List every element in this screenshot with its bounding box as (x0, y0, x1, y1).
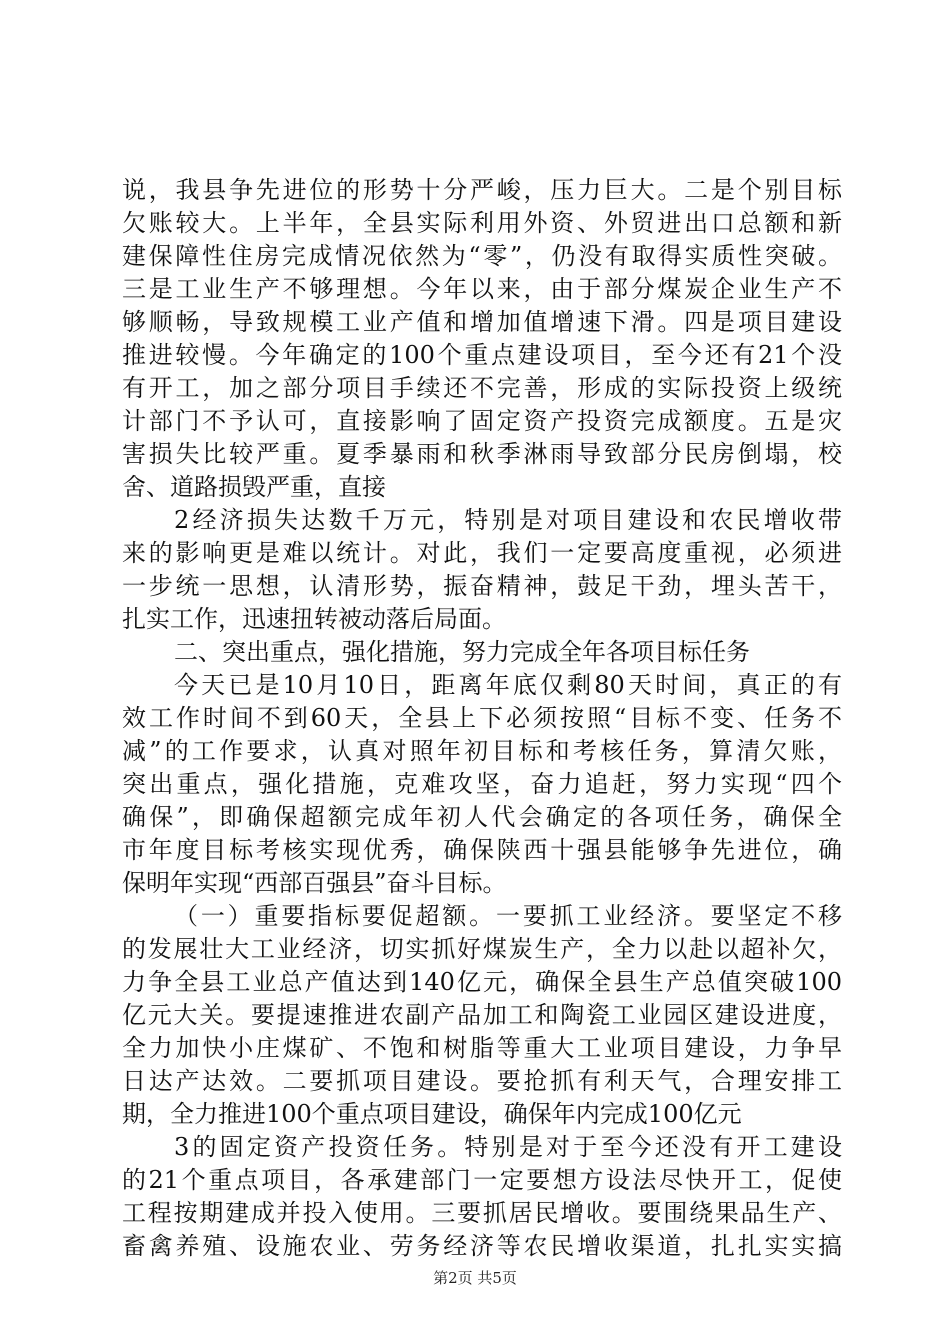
text-line: 建保障性住房完成情况依然为“零”，仍没有取得实质性突破。 (122, 242, 842, 270)
text-line: 力争全县工业总产值达到140亿元，确保全县生产总值突破100 (122, 968, 842, 996)
text-line: 期，全力推进100个重点项目建设，确保年内完成100亿元 (122, 1100, 742, 1128)
text-line: 效工作时间不到60天，全县上下必须按照“目标不变、任务不 (122, 704, 842, 732)
text-line: 减”的工作要求，认真对照年初目标和考核任务，算清欠账， (122, 737, 842, 765)
text-line: 工程按期建成并投入使用。三要抓居民增收。要围绕果品生产、 (122, 1199, 842, 1227)
text-line: 市年度目标考核实现优秀，确保陕西十强县能够争先进位，确 (122, 836, 842, 864)
text-line: 的21个重点项目，各承建部门一定要想方设法尽快开工，促使 (122, 1166, 842, 1194)
text-line: 扎实工作，迅速扭转被动落后局面。 (122, 605, 506, 633)
text-line: 突出重点，强化措施，克难攻坚，奋力追赶，努力实现“四个 (122, 770, 842, 798)
text-line: 亿元大关。要提速推进农副产品加工和陶瓷工业园区建设进度， (122, 1001, 842, 1029)
text-line: 推进较慢。今年确定的100个重点建设项目，至今还有21个没 (122, 341, 842, 369)
text-line: 有开工，加之部分项目手续还不完善，形成的实际投资上级统 (122, 374, 842, 402)
text-line: 欠账较大。上半年，全县实际利用外资、外贸进出口总额和新 (122, 209, 842, 237)
text-line: 保明年实现“西部百强县”奋斗目标。 (122, 869, 507, 897)
text-line: （一）重要指标要促超额。一要抓工业经济。要坚定不移 (174, 902, 842, 930)
text-line: 来的影响更是难以统计。对此，我们一定要高度重视，必须进 (122, 539, 842, 567)
text-line: 一步统一思想，认清形势，振奋精神，鼓足干劲，埋头苦干， (122, 572, 842, 600)
text-line: 够顺畅，导致规模工业产值和增加值增速下滑。四是项目建设 (122, 308, 842, 336)
text-line: 说，我县争先进位的形势十分严峻，压力巨大。二是个别目标 (122, 176, 842, 204)
text-line: 日达产达效。二要抓项目建设。要抢抓有利天气，合理安排工 (122, 1067, 842, 1095)
text-line: 今天已是10月10日，距离年底仅剩80天时间，真正的有 (174, 671, 842, 699)
text-line: 二、突出重点，强化措施，努力完成全年各项目标任务 (174, 638, 750, 666)
text-line: 害损失比较严重。夏季暴雨和秋季淋雨导致部分民房倒塌，校 (122, 440, 842, 468)
text-line: 三是工业生产不够理想。今年以来，由于部分煤炭企业生产不 (122, 275, 842, 303)
document-body (122, 174, 842, 1263)
text-line: 的发展壮大工业经济，切实抓好煤炭生产，全力以赴以超补欠， (122, 935, 842, 963)
text-line: 畜禽养殖、设施农业、劳务经济等农民增收渠道，扎扎实实搞 (122, 1232, 842, 1260)
text-line: 3的固定资产投资任务。特别是对于至今还没有开工建设 (174, 1133, 842, 1161)
text-line: 计部门不予认可，直接影响了固定资产投资完成额度。五是灾 (122, 407, 842, 435)
text-line: 确保”，即确保超额完成年初人代会确定的各项任务，确保全 (122, 803, 842, 831)
text-line: 舍、道路损毁严重，直接 (122, 473, 386, 501)
page-footer: 第2页 共5页 (433, 1269, 517, 1287)
text-line: 全力加快小庄煤矿、不饱和树脂等重大工业项目建设，力争早 (122, 1034, 842, 1062)
text-line: 2经济损失达数千万元，特别是对项目建设和农民增收带 (174, 506, 842, 534)
